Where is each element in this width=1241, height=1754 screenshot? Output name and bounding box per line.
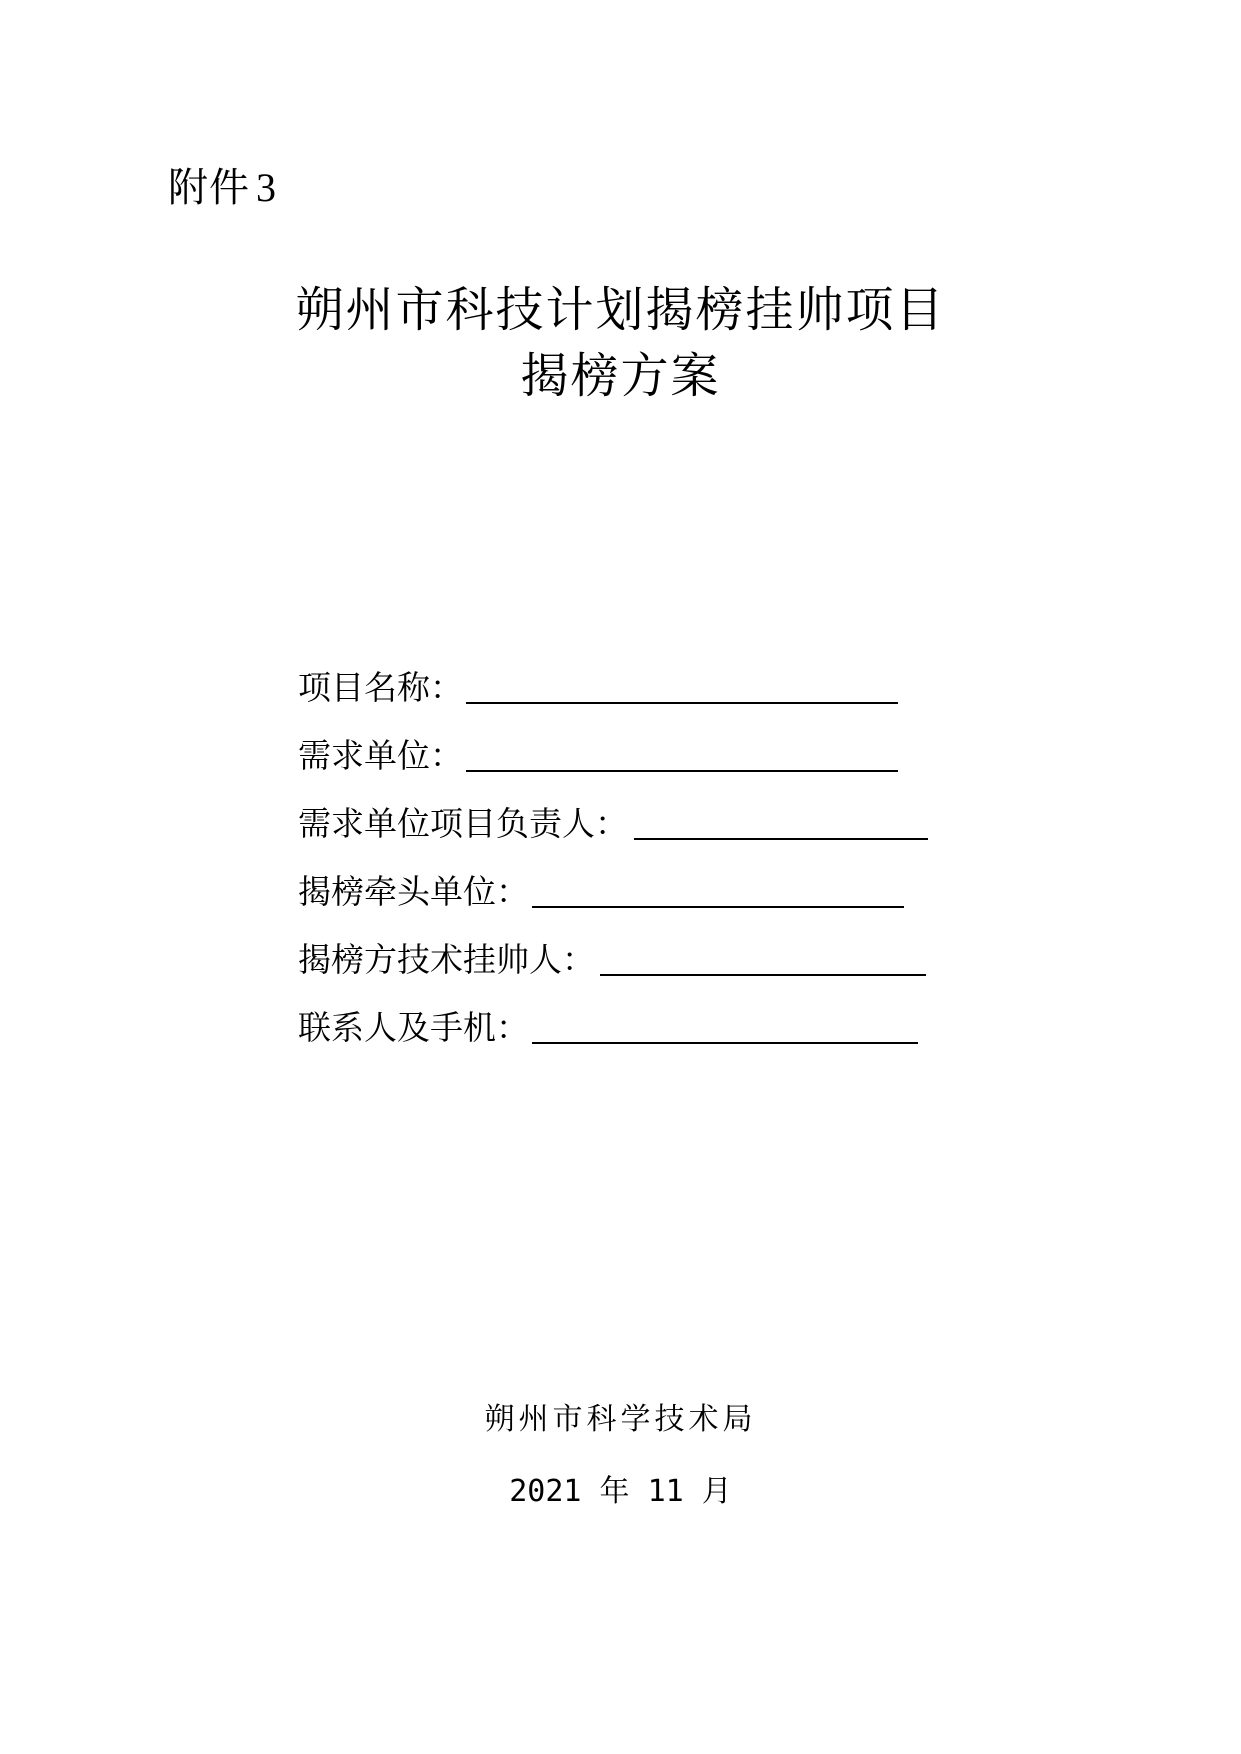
form-row-lead-unit	[298, 864, 529, 920]
field-label-contact: 联系人及手机：	[298, 1008, 529, 1047]
issuing-organization: 朔州市科学技术局	[484, 1402, 757, 1437]
document-title-line1: 朔州市科技计划揭榜挂帅项目	[295, 282, 946, 338]
field-blank-lead-unit[interactable]	[532, 906, 904, 908]
field-label-project-name: 项目名称：	[298, 668, 463, 707]
field-blank-contact[interactable]	[532, 1042, 918, 1044]
field-label-lead-unit: 揭榜牵头单位：	[298, 872, 529, 911]
attachment-label: 附件	[168, 165, 250, 211]
issue-date: 2021 年 11 月	[509, 1474, 732, 1509]
form-row-project-name	[298, 660, 463, 716]
attachment-number: 3	[256, 165, 277, 210]
field-label-demand-leader: 需求单位项目负责人：	[298, 804, 628, 843]
field-blank-demand-unit[interactable]	[466, 770, 898, 772]
field-label-tech-leader: 揭榜方技术挂帅人：	[298, 940, 595, 979]
form-row-tech-leader	[298, 932, 595, 988]
form-row-demand-leader	[298, 796, 628, 852]
field-blank-project-name[interactable]	[466, 702, 898, 704]
field-label-demand-unit: 需求单位：	[298, 736, 463, 775]
field-blank-demand-leader[interactable]	[634, 838, 928, 840]
form-row-contact	[298, 1000, 529, 1056]
document-title-line2: 揭榜方案	[520, 348, 721, 404]
field-blank-tech-leader[interactable]	[600, 974, 926, 976]
attachment-heading	[168, 160, 277, 216]
form-row-demand-unit	[298, 728, 463, 784]
